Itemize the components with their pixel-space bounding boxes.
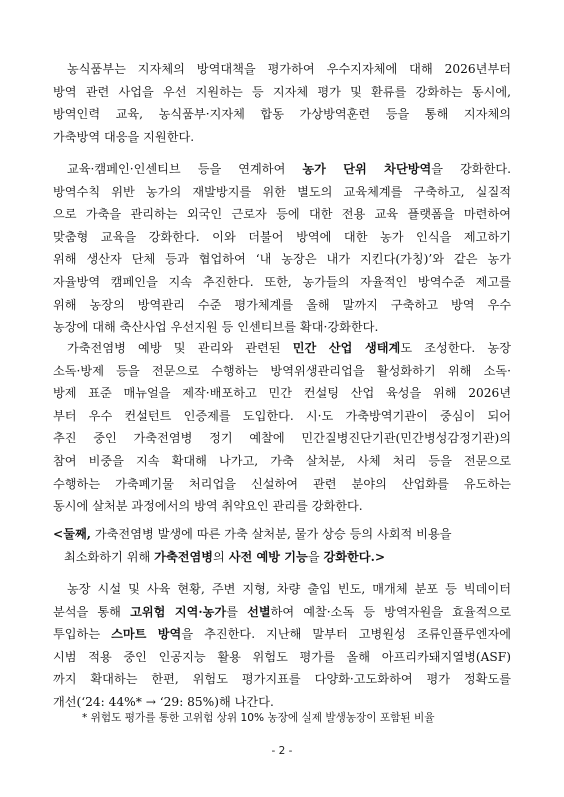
text-run: 최소화하기 위해 [64, 549, 155, 564]
paragraph-private-industry-ecosystem [53, 337, 511, 518]
text-line: 농장 시설 및 사육 현황, 주변 지형, 차량 출입 빈도, 매개체 분포 등 빅데이터 [67, 582, 511, 596]
paragraph-smart-quarantine [53, 578, 511, 714]
text-run: 을 [307, 549, 324, 564]
emphasis-livestock-disease: 가축전염병 [154, 549, 214, 564]
section-heading-second [53, 523, 513, 568]
heading-line [53, 523, 513, 546]
emphasis-selection: 선별 [247, 604, 271, 619]
emphasis-prevention-function: 사전 예방 기능 [228, 549, 308, 564]
heading-line [53, 546, 513, 569]
text-line: 방역 관련 사업을 우선 지원하는 등 지자체 평가 및 환류를 강화하는 동시에, [53, 84, 511, 99]
text-run: 을 추진한다. 지난해 말부터 고병원성 조류인플루엔자에 [181, 627, 511, 642]
text-line: 방역인력 교육, 농식품부·지자체 합동 가상방역훈련 등을 통해 지자체의 [53, 107, 511, 122]
paragraph-farm-level-quarantine [53, 158, 511, 339]
paragraph-local-government-evaluation [53, 58, 511, 148]
text-line [53, 601, 511, 624]
emphasis-strengthen: 강화한다. [323, 549, 375, 564]
text-line: 부터 우수 컨설턴트 인증제를 도입한다. 시·도 가축방역기관이 중심이 되어 [53, 408, 511, 423]
page-number: - 2 - [271, 745, 293, 757]
text-run: 교육·캠페인·인센티브 등을 연계하여 [67, 162, 303, 176]
text-line: 위해 농장의 방역관리 수준 평가체계를 올해 말까지 구축하고 방역 우수 [53, 297, 511, 312]
text-line: 자율방역 캠페인을 지속 추진한다. 또한, 농가들의 자율적인 방역수준 제고를 [53, 274, 511, 289]
text-line: 방역수칙 위반 농가의 재발방지를 위한 별도의 교육체계를 구축하고, 실질적 [53, 184, 511, 199]
text-line: 가축방역 대응을 지원한다. [53, 129, 195, 144]
emphasis-private-industry-ecosystem: 민간 산업 생태계 [292, 341, 401, 355]
emphasis-high-risk-areas: 고위험 지역·농가 [130, 604, 227, 619]
text-line: 맞춤형 교육을 강화한다. 이와 더불어 방역에 대한 농가 인식을 제고하기 [53, 229, 511, 244]
text-line: 까지 확대하는 한편, 위험도 평가지표를 다양화·고도화하여 평가 정확도를 [53, 672, 511, 687]
text-line: 시범 적용 중인 인공지능 활용 위험도 평가를 올해 아프리카돼지열병(ASF) [53, 649, 511, 664]
text-line [53, 337, 511, 360]
footnote: * 위험도 평가를 통한 고위험 상위 10% 농장에 실제 발생농장이 포함된 비율 [82, 712, 435, 724]
text-line: 으로 가축을 관리하는 외국인 근로자 등에 대한 전용 교육 플랫폼을 마련하여 [53, 207, 511, 222]
heading-bracket-close: > [374, 549, 386, 564]
heading-ordinal: 둘째, [63, 527, 92, 541]
text-run: 도 조성한다. 농장 [400, 341, 511, 355]
text-line: 추진 중인 가축전염병 정기 예찰에 민간질병진단기관(민간병성감정기관)의 [53, 431, 511, 446]
text-run: 가축전염병 예방 및 관리와 관련된 [67, 341, 293, 355]
text-line: 농장에 대해 축산사업 우선지원 등 인센티브를 확대·강화한다. [53, 320, 379, 335]
emphasis-farm-level-quarantine: 농가 단위 차단방역 [302, 162, 432, 176]
text-line: 동시에 살처분 과정에서의 방역 취약요인 관리를 강화한다. [53, 499, 363, 514]
text-run: 의 [213, 549, 229, 564]
heading-bracket-open: < [53, 527, 64, 541]
text-run: 를 [226, 604, 248, 619]
text-run: 분석을 통해 [53, 604, 131, 619]
text-line: 농식품부는 지자체의 방역대책을 평가하여 우수지자체에 대해 2026년부터 [67, 62, 511, 76]
text-line: 위해 생산자 단체 등과 협업하여 ‘내 농장은 내가 지킨다(가칭)’와 같은 농가 [53, 252, 511, 267]
text-run: 하여 예찰·소독 등 방역자원을 효율적으로 [270, 604, 511, 619]
text-line: 소독·방제 등을 전문으로 수행하는 방역위생관리업을 활성화하기 위해 소독· [53, 363, 511, 378]
text-line [53, 623, 511, 646]
text-run: 을 강화한다. [431, 162, 511, 176]
text-run: 가축전염병 발생에 따른 가축 살처분, 물가 상승 등의 사회적 비용을 [91, 527, 452, 541]
emphasis-smart-quarantine: 스마트 방역 [111, 627, 182, 642]
text-line [53, 158, 511, 181]
text-line: 참여 비중을 지속 확대해 나가고, 가축 살처분, 사체 처리 등을 전문으로 [53, 453, 511, 468]
text-line: 개선(‘24: 44%* → ‘29: 85%)해 나간다. [53, 694, 274, 709]
text-line: 수행하는 가축폐기물 처리업을 신설하여 관련 분야의 산업화를 유도하는 [53, 476, 511, 491]
text-line: 방제 표준 매뉴얼을 제작·배포하고 민간 컨설팅 산업 육성을 위해 2026년 [53, 386, 511, 401]
text-run: 투입하는 [53, 627, 112, 642]
